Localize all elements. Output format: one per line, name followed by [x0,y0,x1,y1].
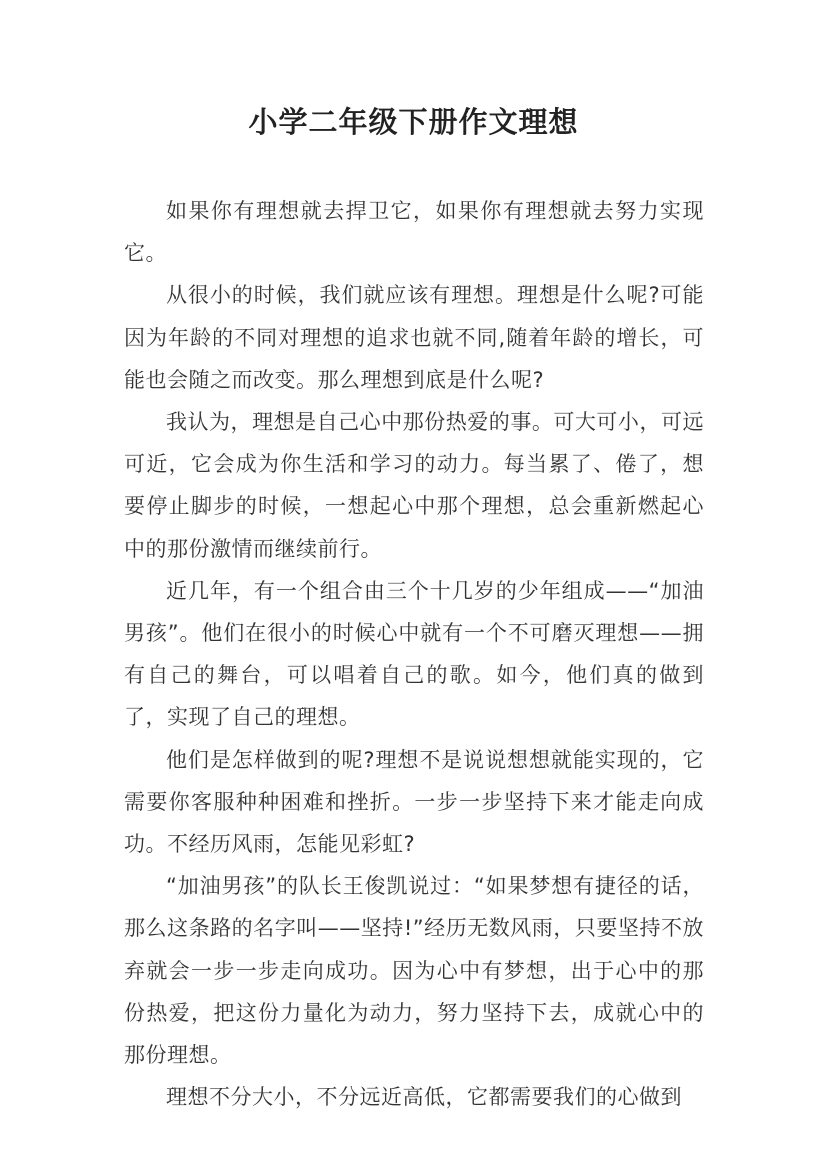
paragraph: 如果你有理想就去捍卫它，如果你有理想就去努力实现它。 [124,199,704,266]
document-title: 小学二年级下册作文理想 [248,105,579,139]
paragraph: 从很小的时候，我们就应该有理想。理想是什么呢?可能因为年龄的不同对理想的追求也就不同,随着年龄的增长，可能也会随之而改变。那么理想到底是什么呢? [124,283,704,392]
paragraph: “加油男孩”的队长王俊凯说过：“如果梦想有捷径的话，那么这条路的名字叫——坚持!”经历无数风雨，只要坚持不放弃就会一步一步走向成功。因为心中有梦想，出于心中的那份热爱，把这份力量化为动力，努力坚持下去，成就心中的那份理想。 [124,874,704,1068]
paragraph: 近几年，有一个组合由三个十几岁的少年组成——“加油男孩”。他们在很小的时候心中就有一个不可磨灭理想——拥有自己的舞台，可以唱着自己的歌。如今，他们真的做到了，实现了自己的理想。 [124,578,704,730]
paragraph: 我认为，理想是自己心中那份热爱的事。可大可小，可远可近，它会成为你生活和学习的动力。每当累了、倦了，想要停止脚步的时候，一想起心中那个理想，总会重新燃起心中的那份激情而继续前行。 [124,410,704,561]
document-body [124,190,704,1118]
paragraph: 他们是怎样做到的呢?理想不是说说想想就能实现的，它需要你客服种种困难和挫折。一步一步坚持下来才能走向成功。不经历风雨，怎能见彩虹? [124,747,704,857]
paragraph: 理想不分大小，不分远近高低，它都需要我们的心做到 [166,1085,682,1110]
